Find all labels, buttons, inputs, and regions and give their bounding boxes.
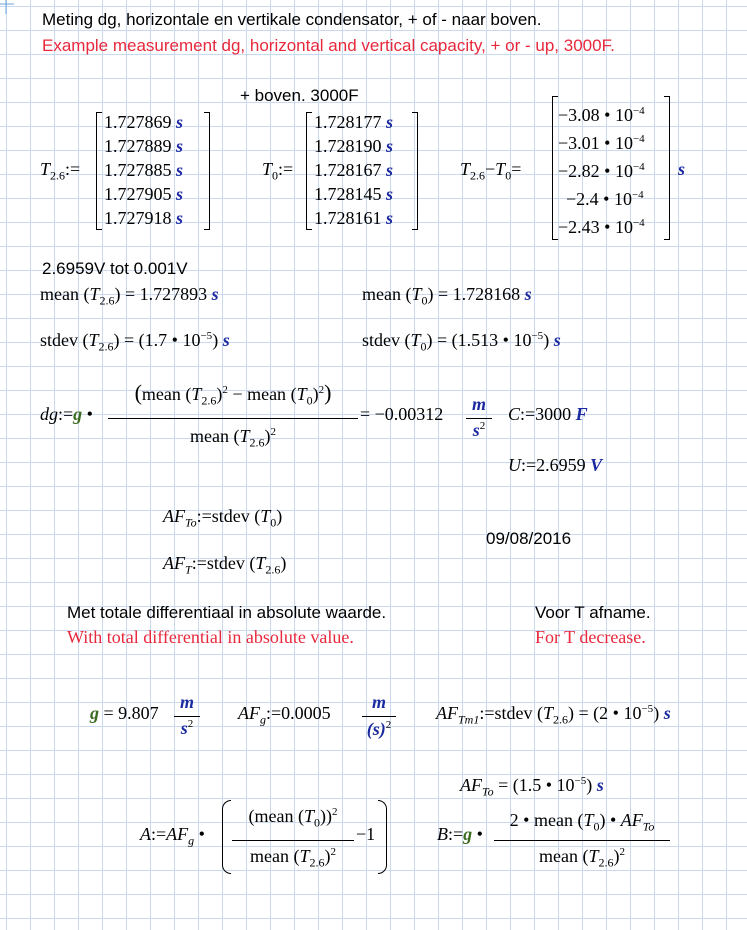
A-denominator: mean $(T_{2.6})^2$ <box>250 846 336 870</box>
T26-definition-lhs: $T_{2.6}:=$ <box>40 159 81 183</box>
dg-unit-numerator: m <box>471 394 486 414</box>
A-left-paren <box>222 800 231 874</box>
A-numerator: (mean $(T_0))^2$ <box>248 806 338 830</box>
A-minus-one: −1 <box>356 824 376 844</box>
difference-matrix <box>558 96 645 236</box>
T0-definition-lhs: $T_0:=$ <box>262 159 294 183</box>
B-numerator: 2 • mean $(T_0)$ • $AF_{To}$ <box>509 810 655 834</box>
AFT-definition: $AF_T:=stdev$ $(T_{2.6})$ <box>163 553 287 577</box>
T0-row: 1.728161 s <box>314 208 394 228</box>
g-unit-denominator: $s^2$ <box>180 718 194 738</box>
T0-right-bracket <box>412 112 418 230</box>
dg-numerator: (mean $(T_{2.6})^2$ − mean $(T_0)^2$) <box>134 380 332 408</box>
T26-left-bracket <box>96 112 102 230</box>
dg-unit-denominator: $s^2$ <box>472 420 486 440</box>
crosshair-icon <box>0 0 14 14</box>
t-decrease-dutch: Voor T afname. <box>535 603 651 622</box>
T0-row: 1.728177 s <box>314 112 394 132</box>
A-definition-lhs: $A:=AF_g$ • <box>140 824 205 848</box>
stdev-T26-eval: stdev $(T_{2.6}) = (1.7$ • $10^{-5}$) s <box>40 330 230 354</box>
note-plus-up: + boven. 3000F <box>240 86 359 105</box>
AFg-unit-numerator: m <box>371 692 386 712</box>
B-fraction-bar <box>494 840 670 841</box>
mean-T0-eval: mean $(T_0) = 1.728168$ s <box>362 284 532 308</box>
total-differential-english: With total differential in absolute value. <box>67 627 354 647</box>
T26-right-bracket <box>204 112 210 230</box>
dg-denominator: mean $(T_{2.6})^2$ <box>190 426 276 450</box>
difference-unit: s <box>678 159 686 179</box>
AFg-definition: $AF_g:=0.0005$ <box>238 703 331 727</box>
g-unit-bar <box>174 716 200 717</box>
difference-row: −2.43 • $10^{-4}$ <box>558 217 645 237</box>
B-denominator: mean $(T_{2.6})^2$ <box>539 846 625 870</box>
difference-row: −3.08 • $10^{-4}$ <box>558 105 645 125</box>
g-unit-numerator: m <box>179 692 194 712</box>
T0-matrix <box>314 110 393 230</box>
dg-definition-lhs: dg:=g • <box>40 404 93 424</box>
dg-fraction-bar <box>108 418 358 419</box>
T0-row: 1.728167 s <box>314 160 394 180</box>
header-english: Example measurement dg, horizontal and vertical capacity, + or - up, 3000F. <box>42 36 615 55</box>
T0-row: 1.728190 s <box>314 136 394 156</box>
date-label: 09/08/2016 <box>486 529 572 548</box>
t-decrease-english: For T decrease. <box>535 627 646 647</box>
difference-row: −2.82 • $10^{-4}$ <box>558 161 645 181</box>
difference-row: −2.4 • $10^{-4}$ <box>566 189 644 209</box>
g-eval: g = 9.807 <box>90 703 159 723</box>
AFg-unit-denominator: $(s)^2$ <box>366 719 392 739</box>
T0-left-bracket <box>306 112 312 230</box>
T26-row: 1.727889 s <box>104 136 184 156</box>
U-definition: U:=2.6959 V <box>508 455 603 475</box>
mean-T26-eval: mean $(T_{2.6}) = 1.727893$ s <box>40 284 219 308</box>
C-definition: C:=3000 F <box>508 404 588 424</box>
total-differential-dutch: Met totale differentiaal in absolute waarde. <box>67 603 387 622</box>
difference-right-bracket <box>664 96 670 240</box>
A-fraction-bar <box>232 840 354 841</box>
T26-matrix <box>104 110 183 230</box>
T26-row: 1.727869 s <box>104 112 184 132</box>
AFTo-definition: $AF_{To}:=stdev$ $(T_0)$ <box>163 506 283 530</box>
AFg-unit-bar <box>362 716 396 717</box>
T26-row: 1.727885 s <box>104 160 184 180</box>
T26-row: 1.727905 s <box>104 184 184 204</box>
stdev-T0-eval: stdev $(T_0) = (1.513$ • $10^{-5}$) s <box>362 330 561 354</box>
difference-row: −3.01 • $10^{-4}$ <box>558 133 645 153</box>
voltage-note: 2.6959V tot 0.001V <box>42 259 188 278</box>
B-definition-lhs: B:=g • <box>437 824 483 844</box>
header-dutch: Meting dg, horizontale en vertikale condensator, + of - naar boven. <box>42 10 542 29</box>
dg-result: = −0.00312 <box>360 404 444 424</box>
dg-unit-bar <box>466 418 492 419</box>
difference-lhs: $T_{2.6}-T_0=$ <box>460 159 522 183</box>
T26-row: 1.727918 s <box>104 208 184 228</box>
A-right-paren <box>378 800 387 874</box>
AFTm1-eval: $AF_{Tm1}:=stdev$ $(T_{2.6}) = (2$ • $10^{-5}$) s <box>436 703 671 727</box>
T0-row: 1.728145 s <box>314 184 394 204</box>
AFTo-eval: $AF_{To} = (1.5$ • $10^{-5}$) s <box>460 775 604 799</box>
